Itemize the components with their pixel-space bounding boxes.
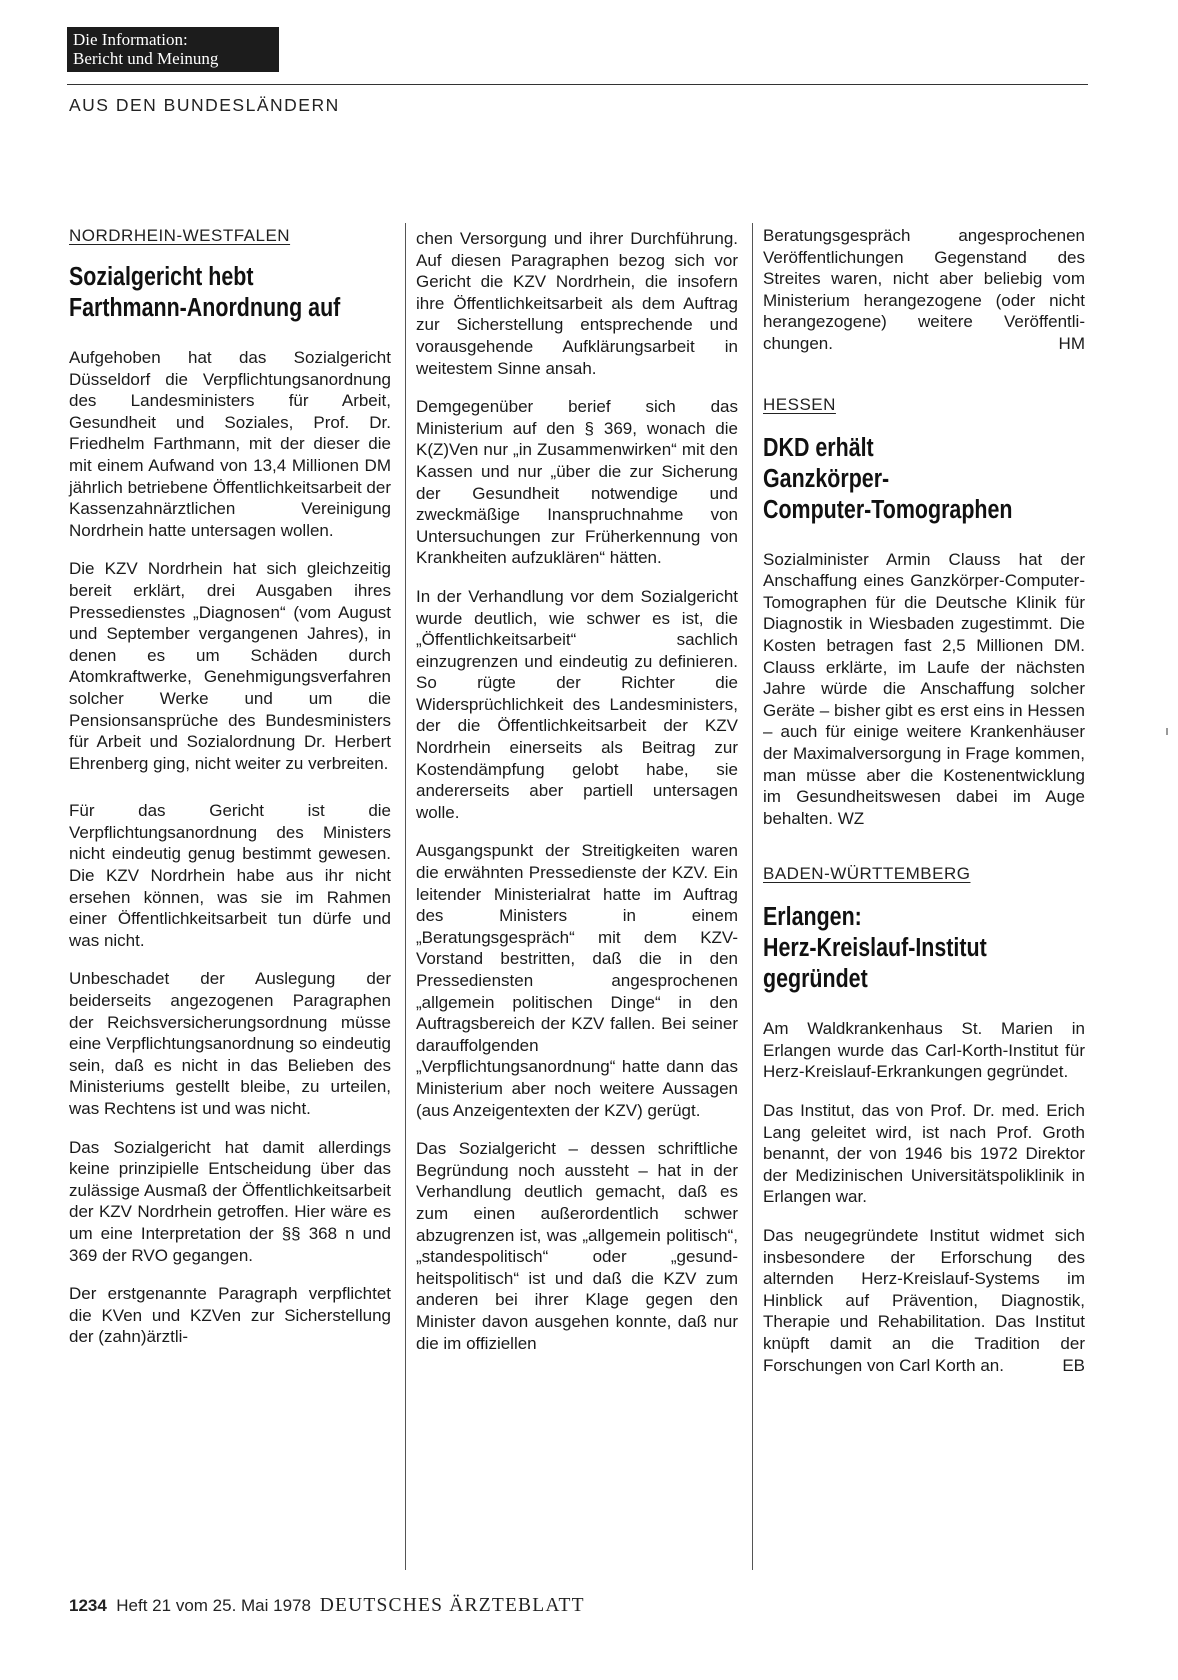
page-number: 1234	[69, 1596, 107, 1615]
article2-title-line3: Computer-Tomographen	[763, 495, 1013, 524]
article1-paragraph-3: Für das Gericht ist die Verpflichtungsanordnung des Ministers nicht eindeutig genug bestimmt gewesen. Die KZV Nordrhein habe aus ihr nicht ersehen können, was sie im Rahmen einer Öffentlichkeitsarbeit tun dürfe und was nicht.	[69, 801, 391, 950]
article3-paragraph-3-text: Das neugegründete Institut widmet sich insbesondere der Erforschung des alternden Herz-Kreislauf-Systems im Hinblick auf Prävention, Diagnostik, Therapie und Rehabilitation. Das Institut knüpft damit an die Tradition der Forschungen von Carl Korth an.	[763, 1226, 1085, 1375]
article1-paragraph-6a: Der erstgenannte Paragraph verpflichtet die KVen und KZVen zur Sicherstellung der (zahn)ärztli-	[69, 1284, 391, 1347]
article3-region: BADEN-WÜRTTEMBERG	[763, 864, 971, 884]
column-divider-2	[752, 223, 753, 1570]
article3-paragraph-2: Das Institut, das von Prof. Dr. med. Erich Lang geleitet wird, ist nach Prof. Groth benannt, der von 1946 bis 1972 Direktor der Medizinischen Universitätspoliklinik in Erlangen war.	[763, 1101, 1085, 1207]
article3-title-line1: Erlangen:	[763, 903, 862, 932]
article3-paragraph-3	[763, 1225, 1085, 1376]
scan-mark	[1166, 728, 1168, 735]
article2-paragraph-1	[763, 549, 1085, 830]
header-rule	[67, 84, 1088, 85]
page-footer	[69, 1595, 585, 1617]
magazine-name: DEUTSCHES ÄRZTEBLATT	[319, 1595, 585, 1616]
article2-title-line1: DKD erhält	[763, 433, 874, 462]
article1-paragraph-9: Ausgangspunkt der Streitigkeiten waren die erwähnten Pressedienste der KZV. Ein leitender Ministerialrat hatte im Auftrag des Ministers in einem „Beratungsgespräch“ mit dem KZV-Vorstand bestritten, daß die in den Pressediensten angesprochenen „allgemein politischen Dinge“ in den Auftragsbereich der KZV fallen. Bei seiner darauffolgenden „Verpflichtungsanordnung“ hatte dann das Ministerium aber noch weitere Aussagen (aus Anzeigentexten der KZV) gerügt.	[416, 841, 738, 1120]
column-1	[69, 225, 391, 1348]
article3-title-line3: gegründet	[763, 965, 868, 994]
article1-signature: HM	[1058, 333, 1085, 353]
article1-paragraph-8: In der Verhandlung vor dem Sozialgericht wurde deutlich, wie schwer es ist, die „Öffentlichkeitsarbeit“ sachlich einzugrenzen und eindeutig zu definieren. So rügte der Richter die Widersprüchlichkeit des Landesministers, der die Öffentlichkeitsarbeit der KZV Nordrhein einerseits als Beitrag zur Kostendämpfung gelobt habe, sie andererseits aber partiell untersagen wolle.	[416, 586, 738, 822]
article1-paragraph-1: Aufgehoben hat das Sozialgericht Düsseldorf die Verpflichtungsanordnung des Landesministers für Arbeit, Gesundheit und Soziales, Prof. Dr. Friedhelm Farthmann, mit der dieser die mit einem Aufwand von 13,4 Millionen DM jährlich betriebene Öffentlichkeitsarbeit der Kassenzahnärztlichen Vereinigung Nordrhein hatte untersagen wollen.	[69, 348, 391, 540]
section-label: AUS DEN BUNDESLÄNDERN	[69, 95, 340, 115]
article1-title-line1: Sozialgericht hebt	[69, 263, 254, 291]
article3-title-line2: Herz-Kreislauf-Institut	[763, 934, 987, 963]
badge-line-1: Die Information:	[73, 30, 188, 49]
article2-region: HESSEN	[763, 394, 836, 414]
article2-headline	[763, 433, 1088, 526]
article2-signature: WZ	[837, 808, 865, 828]
article1-paragraph-7: Demgegenüber berief sich das Ministerium auf den § 369, wonach die K(Z)Ven nur „in Zusammenwirken“ mit den Kassen und nur „über die zur Sicherung der Gesundheit notwendige und zweckmäßige Inanspruchnahme von Untersuchungen zur Früherkennung von Krankheiten aufzuklären“ hätten.	[416, 397, 738, 568]
article1-paragraph-10a: Das Sozialgericht – dessen schriftliche Begründung noch aussteht – hat in der Verhandlung deutlich gemacht, daß es zum einen außerordentlich schwer abzugrenzen ist, was „allgemein politisch“, „standespolitisch“ oder „gesundheitspolitisch“ ist und daß die KZV zum anderen bei ihrer Klage gegen den Minister davon ausgehen konnte, daß nur die im offiziellen	[416, 1139, 738, 1353]
article1-headline	[69, 262, 394, 324]
article1-paragraph-6b: chen Versorgung und ihrer Durchführung. Auf diesen Paragraphen bezog sich vor Gericht die KZV Nordrhein, die insofern ihre Öffentlichkeitsarbeit als dem Auftrag zur Sicherstellung entsprechende und vorausgehende Aufklärungsarbeit in weitestem Sinne ansah.	[416, 229, 738, 378]
column-3	[763, 225, 1085, 1393]
article2-paragraph-1-text: Sozialminister Armin Clauss hat der Anschaffung eines Ganzkörper-Computer-Tomographen für die Deutsche Klinik für Diagnostik in Wiesbaden zugestimmt. Die Kosten betragen fast 2,5 Millionen DM. Clauss erklärte, im Laufe der nächsten Jahre würde die Anschaffung solcher Geräte – bisher gibt es erst eins in Hessen – auch für einige weitere Krankenhäuser der Maximalversorgung in Frage kommen, man müsse aber die Kostenentwicklung im Gesundheitswesen dabei im Auge behalten.	[763, 549, 1085, 828]
article1-region: NORDRHEIN-WESTFALEN	[69, 226, 291, 245]
column-2	[416, 228, 738, 1354]
article1-paragraph-5: Das Sozialgericht hat damit allerdings keine prinzipielle Entscheidung über das zulässige Ausmaß der Öffentlichkeitsarbeit der KZV Nordrhein getroffen. Hier wäre es um eine Interpretation der §§ 368 n und 369 der RVO gegangen.	[69, 1137, 391, 1265]
column-divider-1	[405, 223, 406, 1570]
article3-signature: EB	[1062, 1355, 1085, 1375]
article3-paragraph-1: Am Waldkrankenhaus St. Marien in Erlangen wurde das Carl-Korth-Institut für Herz-Kreislauf-Erkrankungen gegründet.	[763, 1019, 1085, 1082]
article1-paragraph-4: Unbeschadet der Auslegung der beiderseits angezogenen Paragraphen der Reichsversicherungsordnung müsse eine Verpflichtungsanordnung so eindeutig sein, daß es nicht in das Belieben des Ministeriums gestellt bleibe, zu urteilen, was Rechtens ist und was nicht.	[69, 969, 391, 1118]
issue-info: Heft 21 vom 25. Mai 1978	[116, 1596, 311, 1615]
article2-title-line2: Ganzkörper-	[763, 464, 890, 493]
article3-headline	[763, 902, 1088, 995]
article1-paragraph-2: Die KZV Nordrhein hat sich gleichzeitig bereit erklärt, drei Ausgaben ihres Pressedienstes „Diagnosen“ (vom August und September vergangenen Jahres), in denen es um Schäden durch Atomkraftwerke, Genehmigungsverfahren solcher Werke und um die Pensionsansprüche des Bundesministers für Arbeit und Sozialordnung Dr. Herbert Ehrenberg ging, nicht weiter zu verbreiten.	[69, 559, 391, 773]
section-badge	[67, 27, 279, 72]
badge-line-2: Bericht und Meinung	[73, 49, 219, 68]
article1-paragraph-10b: Beratungsgespräch angesprochenen Veröffentlichungen Gegenstand des Streites waren, nicht aber beliebig vom Ministerium herangezogene (oder nicht herangezogene) weitere Veröffentlichungen. HM	[763, 226, 1085, 353]
article1-title-line2: Farthmann-Anordnung auf	[69, 294, 341, 322]
